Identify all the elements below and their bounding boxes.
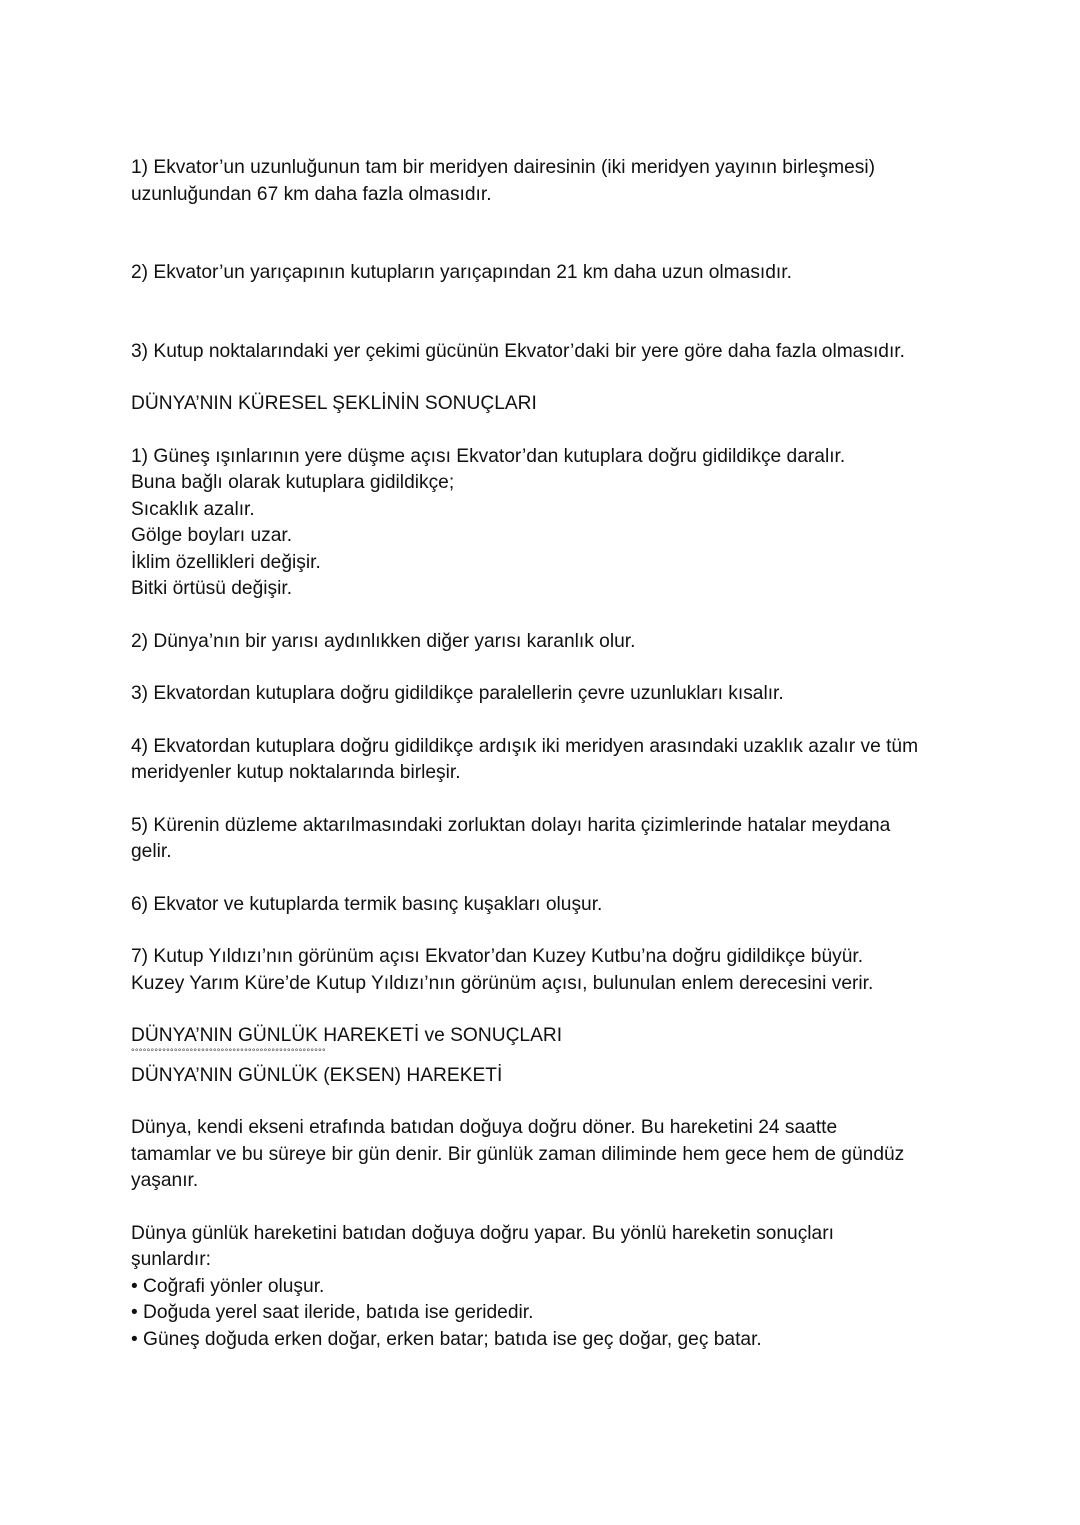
text-line: Kuzey Yarım Küre’de Kutup Yıldızı’nın görünüm açısı, bulunulan enlem derecesini verir. (131, 972, 874, 994)
text-line: yaşanır. (131, 1170, 199, 1191)
text-line: 2) Dünya’nın bir yarısı aydınlıkken diğer yarısı karanlık olur. (131, 630, 636, 652)
text-line: tamamlar ve bu süreye bir gün denir. Bir günlük zaman diliminde hem gece hem de gündüz (131, 1143, 905, 1165)
section-heading: DÜNYA’NIN GÜNLÜK (EKSEN) HAREKETİ (131, 1064, 503, 1086)
text-line: şunlardır: (131, 1249, 211, 1270)
dotted-separator: °°°°°°°°°°°°°°°°°°°°°°°°°°°°°°°°°°°°°°°°°°°°°°°°°° (131, 1046, 326, 1057)
text-line: 6) Ekvator ve kutuplarda termik basınç kuşakları oluşur. (131, 893, 603, 915)
text-line: Buna bağlı olarak kutuplara gidildikçe; (131, 472, 455, 493)
text-line: Dünya günlük hareketini batıdan doğuya doğru yapar. Bu yönlü hareketin sonuçları (131, 1222, 834, 1244)
text-line: Bitki örtüsü değişir. (131, 578, 293, 599)
text-line: 5) Kürenin düzleme aktarılmasındaki zorluktan dolayı harita çizimlerinde hatalar meydana (131, 814, 891, 836)
list-item: • Doğuda yerel saat ileride, batıda ise geridedir. (131, 1302, 534, 1323)
text-line: Gölge boyları uzar. (131, 525, 293, 546)
text-line: 1) Güneş ışınlarının yere düşme açısı Ekvator’dan kutuplara doğru gidildikçe daralır. (131, 445, 846, 467)
section-heading: DÜNYA’NIN KÜRESEL ŞEKLİNİN SONUÇLARI (131, 393, 537, 414)
text-line: Sıcaklık azalır. (131, 498, 255, 520)
list-item: • Güneş doğuda erken doğar, erken batar; batıda ise geç doğar, geç batar. (131, 1328, 762, 1350)
text-line: meridyenler kutup noktalarında birleşir. (131, 762, 461, 783)
text-line: gelir. (131, 841, 172, 862)
text-line: 3) Ekvatordan kutuplara doğru gidildikçe paralellerin çevre uzunlukları kısalır. (131, 683, 784, 704)
document-page (131, 155, 961, 1353)
text-line: İklim özellikleri değişir. (131, 551, 321, 573)
text-line: 2) Ekvator’un yarıçapının kutupların yarıçapından 21 km daha uzun olmasıdır. (131, 262, 792, 283)
text-line: 1) Ekvator’un uzunluğunun tam bir meridyen dairesinin (iki meridyen yayının birleşmesi) (131, 157, 876, 178)
text-line: uzunluğundan 67 km daha fazla olmasıdır. (131, 183, 492, 205)
list-item: • Coğrafi yönler oluşur. (131, 1275, 325, 1297)
text-line: 4) Ekvatordan kutuplara doğru gidildikçe ardışık iki meridyen arasındaki uzaklık azalır ve tüm (131, 735, 919, 757)
text-line: 7) Kutup Yıldızı’nın görünüm açısı Ekvator’dan Kuzey Kutbu’na doğru gidildikçe büyür. (131, 946, 864, 967)
section-heading: DÜNYA’NIN GÜNLÜK HAREKETİ ve SONUÇLARI (131, 1025, 563, 1046)
text-line: 3) Kutup noktalarındaki yer çekimi gücünün Ekvator’daki bir yere göre daha fazla olmasıdır. (131, 340, 905, 362)
text-line: Dünya, kendi ekseni etrafında batıdan doğuya doğru döner. Bu hareketini 24 saatte (131, 1117, 838, 1138)
